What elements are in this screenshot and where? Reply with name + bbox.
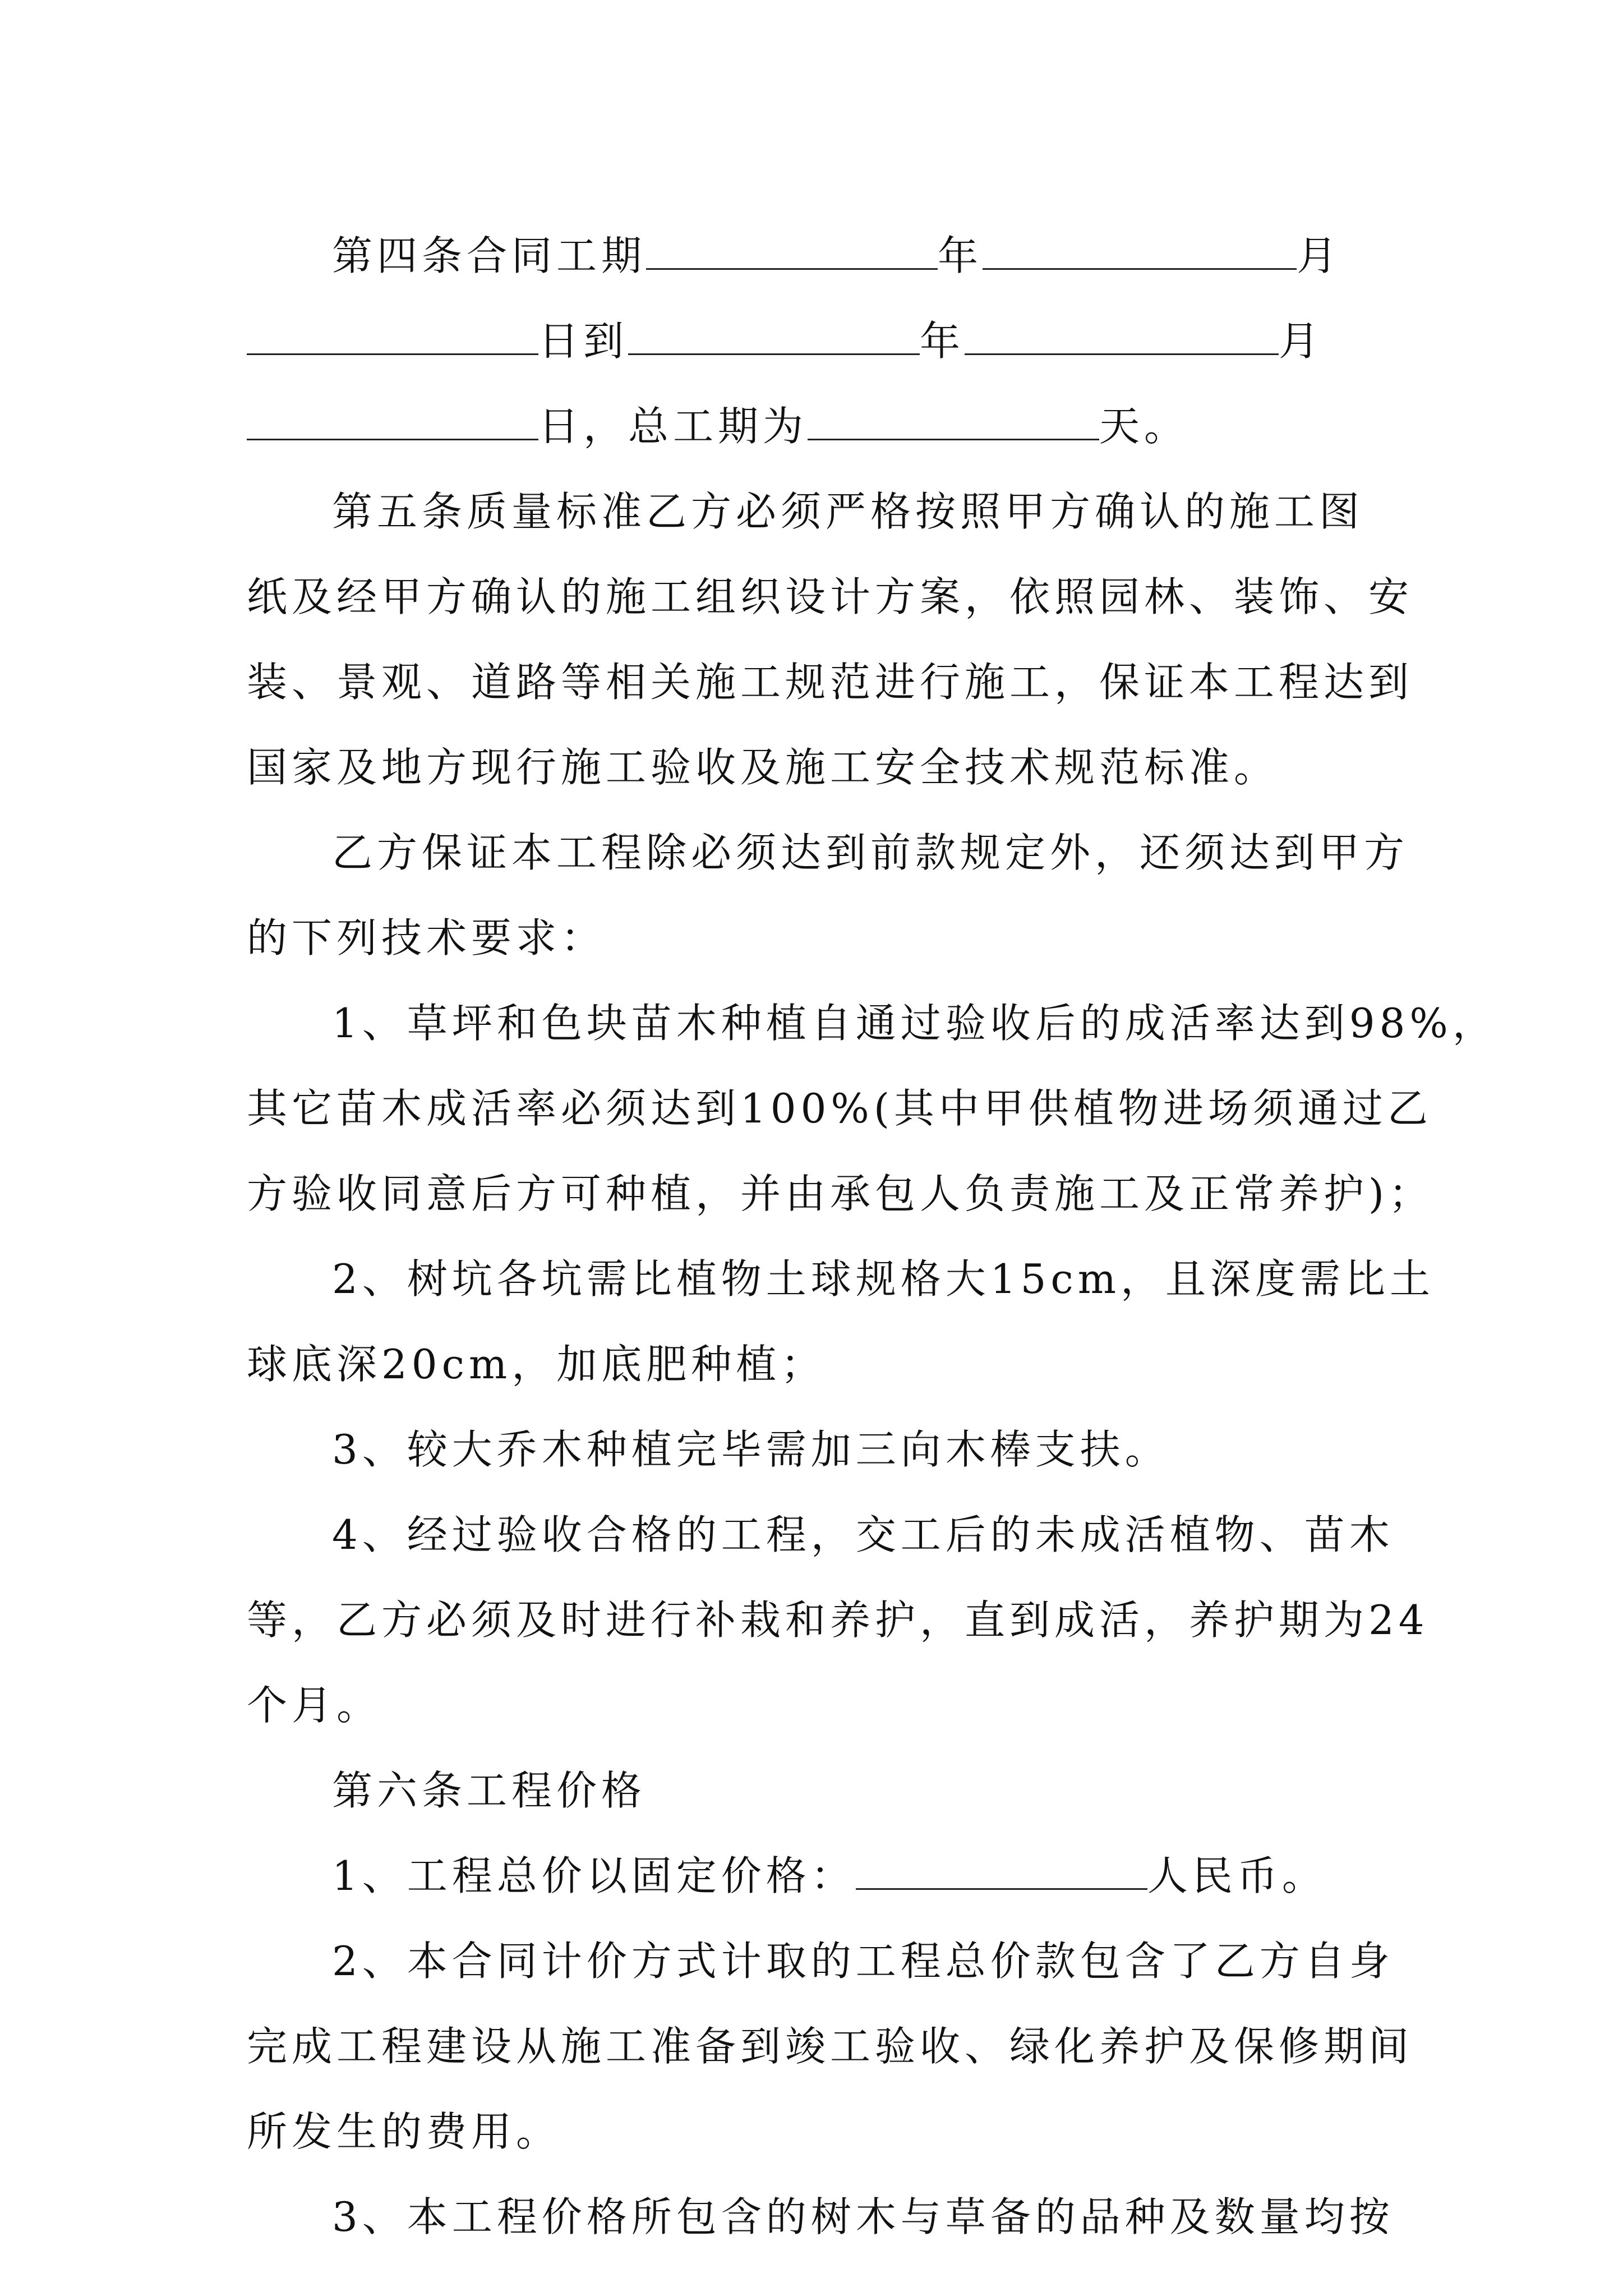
paragraph-line: 3、较大乔木种植完毕需加三向木棒支扶。: [332, 1426, 1170, 1473]
article4-line3: [247, 384, 1391, 469]
paragraph-line: 个月。: [247, 1682, 382, 1729]
blank-field: [808, 399, 1099, 440]
blank-field: [628, 314, 920, 355]
paragraph-line: 的下列技术要求：: [247, 914, 606, 961]
paragraph-line: 3、本工程价格所包含的树木与草备的品种及数量均按: [332, 2193, 1394, 2240]
paragraph-line: 纸及经甲方确认的施工组织设计方案，依照园林、装饰、安: [247, 573, 1414, 620]
currency-label: 人民币。: [1147, 1852, 1327, 1899]
paragraph-line: 乙方保证本工程除必须达到前款规定外，还须达到甲方: [332, 829, 1409, 876]
article4-title: 第四条合同工期: [332, 232, 647, 279]
paragraph-line: 方验收同意后方可种植，并由承包人负责施工及正常养护)；: [247, 1170, 1434, 1217]
month-label: 月: [1297, 232, 1342, 279]
year-label-2: 年: [920, 318, 965, 365]
paragraph-line: 1、草坪和色块苗木种植自通过验收后的成活率达到98%，: [332, 1000, 1497, 1047]
paragraph-line: 2、树坑各坑需比植物土球规格大15cm，且深度需比土: [332, 1255, 1435, 1303]
paragraph-line: 所发生的费用。: [247, 2108, 561, 2155]
paragraph-line: 国家及地方现行施工验收及施工安全技术规范标准。: [247, 744, 1279, 791]
article4-line2: [247, 298, 1391, 384]
month-label-2: 月: [1279, 318, 1324, 365]
paragraph-line: 其它苗木成活率必须达到100%(其中甲供植物进场须通过乙: [247, 1085, 1432, 1132]
blank-field: [983, 229, 1297, 270]
year-label: 年: [938, 232, 983, 279]
day-to-label: 日到: [538, 318, 629, 365]
document-body: [247, 213, 1497, 2260]
paragraph-line: 装、景观、道路等相关施工规范进行施工，保证本工程达到: [247, 659, 1414, 706]
article4-line1: [247, 213, 1391, 298]
paragraph-line: 第五条质量标准乙方必须严格按照甲方确认的施工图: [332, 488, 1364, 535]
blank-field: [247, 314, 538, 355]
day-total-label: 日，总工期为: [538, 403, 808, 450]
article6-item1: [247, 1833, 1391, 1918]
blank-field: [856, 1849, 1147, 1890]
paragraph-line: 等，乙方必须及时进行补栽和养护，直到成活，养护期为24: [247, 1596, 1429, 1644]
blank-field: [247, 399, 538, 440]
blank-field: [965, 314, 1279, 355]
paragraph-line: 完成工程建设从施工准备到竣工验收、绿化养护及保修期间: [247, 2023, 1414, 2070]
days-label: 天。: [1099, 403, 1189, 450]
article6-title: 第六条工程价格: [332, 1767, 647, 1814]
paragraph-line: 4、经过验收合格的工程，交工后的未成活植物、苗木: [332, 1511, 1394, 1558]
blank-field: [646, 229, 938, 270]
paragraph-line: 2、本合同计价方式计取的工程总价款包含了乙方自身: [332, 1938, 1394, 1985]
price-label: 1、工程总价以固定价格：: [332, 1852, 856, 1899]
paragraph-line: 球底深20cm，加底肥种植；: [247, 1341, 826, 1388]
